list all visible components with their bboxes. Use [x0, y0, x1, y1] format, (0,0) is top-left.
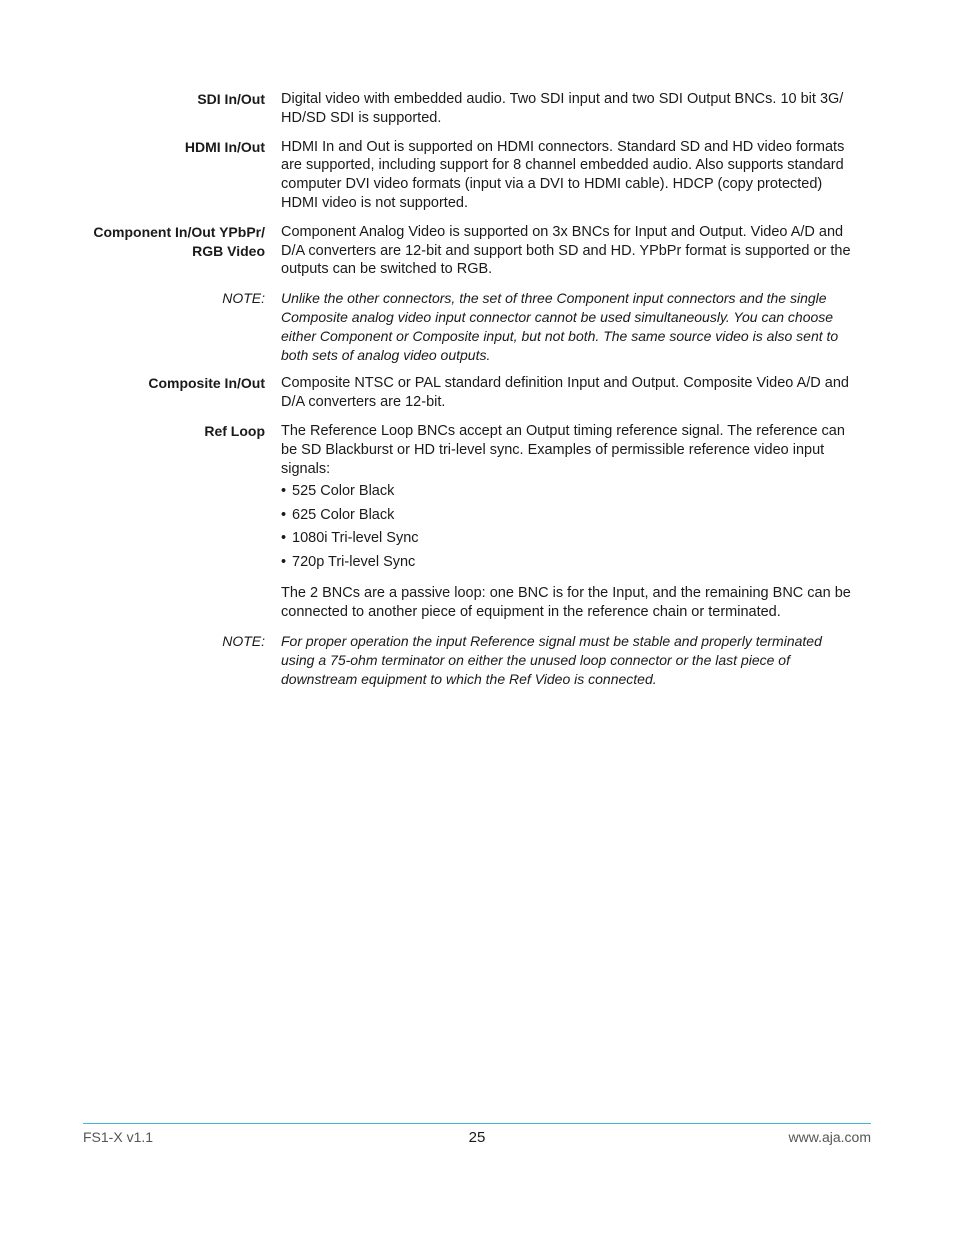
footer-divider — [83, 1123, 871, 1124]
description-text: For proper operation the input Reference signal must be stable and properly terminated using a 75-ohm terminator on either the unused loop connector or the last piece of downstream equipment to which the Ref Video is connected. — [281, 632, 822, 687]
list-item-text: 625 Color Black — [292, 506, 395, 523]
description-text: Unlike the other connectors, the set of three Component input connectors and the single Composite analog video input connector cannot be used simultaneously. You can choose either Component or Composite input, but not both. The same source video is also sent to both sets of analog video outputs. — [281, 290, 839, 363]
entry-component — [0, 223, 954, 279]
term-description — [281, 138, 855, 213]
term-description — [281, 374, 855, 412]
entry-sdi — [0, 90, 954, 128]
bullet-icon: • — [281, 553, 287, 570]
bullet-list — [281, 482, 855, 571]
bullet-icon: • — [281, 483, 287, 500]
list-item — [281, 506, 855, 525]
note-label: NOTE: — [222, 290, 265, 307]
term-label-line: RGB Video — [192, 242, 265, 259]
list-item — [281, 529, 855, 548]
page-content — [0, 90, 954, 698]
note-ref-loop — [0, 632, 954, 688]
list-item — [281, 482, 855, 501]
footer-doc-version: FS1-X v1.1 — [83, 1129, 154, 1145]
note-text — [281, 289, 855, 364]
entry-composite — [0, 374, 954, 412]
term-description — [281, 422, 855, 622]
description-text: The 2 BNCs are a passive loop: one BNC is for the Input, and the remaining BNC can be connected to another piece of equipment in the reference chain or terminated. — [281, 585, 851, 621]
list-item-text: 720p Tri-level Sync — [292, 553, 416, 570]
description-text: Digital video with embedded audio. Two SDI input and two SDI Output BNCs. 10 bit 3G/ HD/SD SDI is supported. — [281, 91, 844, 126]
term-label: HDMI In/Out — [184, 138, 265, 155]
term-label: Ref Loop — [204, 422, 265, 439]
bullet-icon: • — [281, 530, 287, 547]
footer-website-link[interactable]: www.aja.com — [788, 1129, 871, 1145]
entry-hdmi — [0, 138, 954, 213]
list-item-text: 1080i Tri-level Sync — [292, 530, 419, 547]
term-label: Composite In/Out — [148, 375, 265, 392]
note-component — [0, 289, 954, 364]
term-label — [0, 223, 281, 261]
entry-ref-loop — [0, 422, 954, 622]
term-label: SDI In/Out — [197, 91, 265, 107]
bullet-icon: • — [281, 506, 287, 523]
term-label-line: Component In/Out YPbPr/ — [93, 223, 265, 240]
note-text — [281, 632, 855, 688]
list-item — [281, 553, 855, 572]
description-text: HDMI In and Out is supported on HDMI connectors. Standard SD and HD video formats are supported, including support for 8 channel embedded audio. Also supports standard computer DVI video formats (input via a DVI to HDMI cable). HDCP (copy protected) HDMI video is not supported. — [281, 138, 845, 211]
description-text: The Reference Loop BNCs accept an Output timing reference signal. The reference can be SD Blackburst or HD tri-level sync. Examples of permissible reference video input signals: — [281, 422, 845, 477]
description-text: Composite NTSC or PAL standard definition Input and Output. Composite Video A/D and D/A converters are 12-bit. — [281, 375, 849, 411]
page-number: 25 — [468, 1129, 486, 1146]
description-text: Component Analog Video is supported on 3x BNCs for Input and Output. Video A/D and D/A converters are 12-bit and support both SD and HD. YPbPr format is supported or the outputs can be switched to RGB. — [281, 223, 851, 278]
list-item-text: 525 Color Black — [292, 483, 395, 500]
term-description — [281, 223, 855, 279]
term-description — [281, 90, 855, 128]
note-label: NOTE: — [222, 632, 265, 649]
